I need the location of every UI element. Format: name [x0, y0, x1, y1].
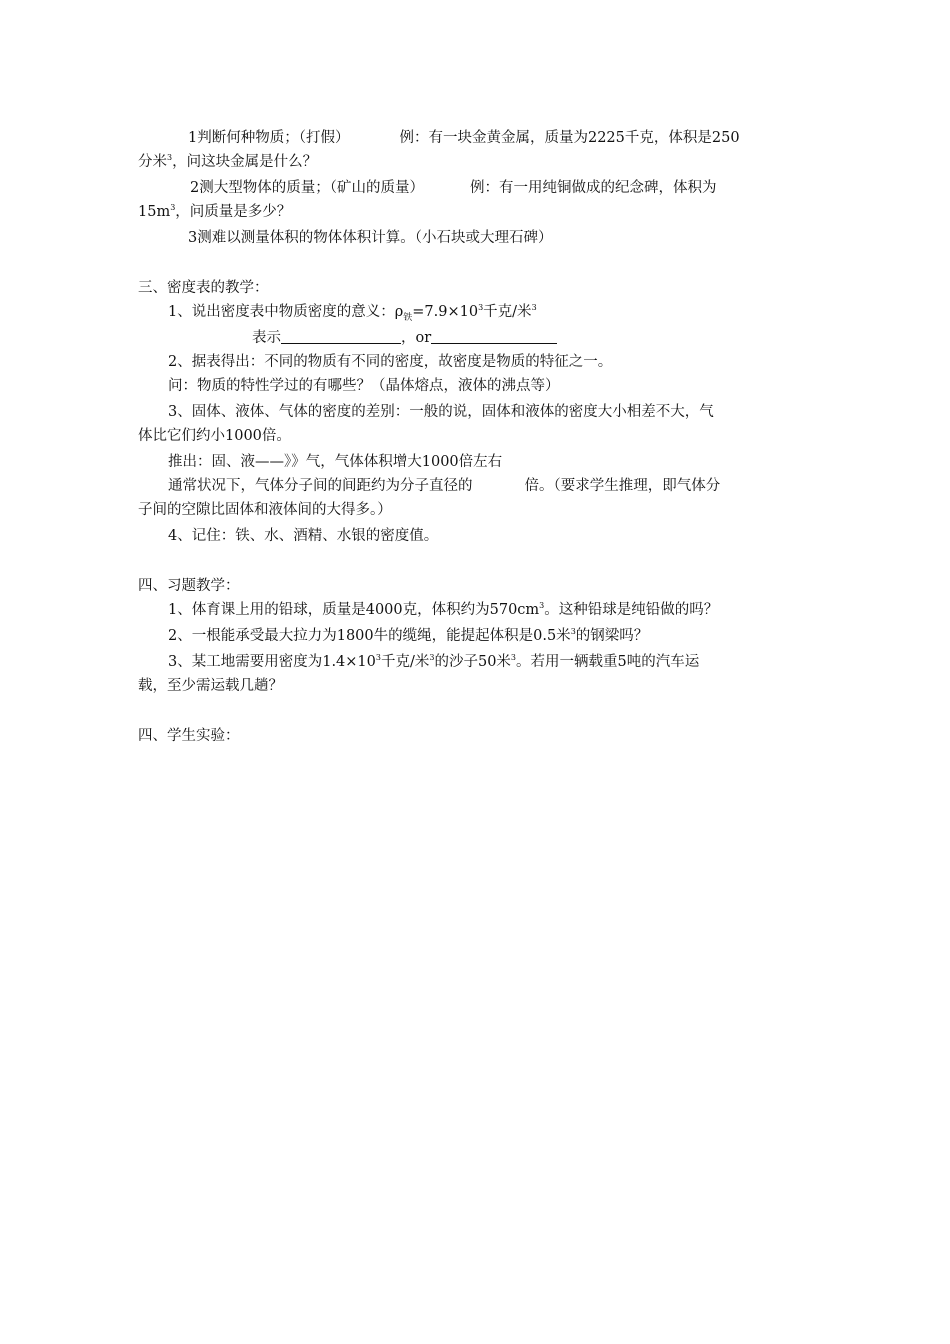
section-3-heading: 三、密度表的教学： [138, 280, 269, 296]
density-property-line: 2、据表得出：不同的物质有不同的密度，故密度是物质的特征之一。 [168, 354, 613, 370]
use-1-example: 例：有一块金黄金属，质量为2225千克，体积是250 [399, 130, 740, 146]
use-2-title: 2测大型物体的质量；（矿山的质量） [190, 180, 424, 196]
answer-blank[interactable] [281, 329, 401, 344]
section-5-heading: 四、学生实验： [138, 728, 240, 744]
exercise-3-line-2: 载，至少需运载几趟？ [138, 678, 283, 694]
section-4-heading: 四、习题教学： [138, 578, 240, 594]
use-1-line-2: 分米$^3$，问这块金属是什么？ [138, 153, 318, 170]
exercise-3-line-1: 3、某工地需要用密度为$1.4\times 10^3$千克/米$^3$的沙子50米$^3$。若用一辆载重5吨的汽车运 [168, 653, 700, 670]
question-line: 问：物质的特性学过的有哪些？（晶体熔点，液体的沸点等） [168, 378, 560, 394]
difference-line-1: 3、固体、液体、气体的密度的差别：一般的说，固体和液体的密度大小相差不大，气 [168, 404, 714, 420]
density-meaning-line: 1、说出密度表中物质密度的意义：$\rho_铁=7.9\times 10^3$千克/米$^3$ [168, 303, 537, 323]
memorize-line: 4、记住：铁、水、酒精、水银的密度值。 [168, 528, 439, 544]
inference-line: 推出：固、液——》》气，气体体积增大1000倍左右 [168, 454, 503, 470]
difference-line-2: 体比它们约小1000倍。 [138, 428, 291, 444]
exercise-2: 2、一根能承受最大拉力为1800牛的缆绳，能提起体积是0.5米$^3$的钢梁吗？ [168, 627, 649, 644]
molecule-distance-line-2: 子间的空隙比固体和液体间的大得多。） [138, 502, 392, 518]
exercise-1: 1、体育课上用的铅球，质量是4000克，体积约为$570cm^3$。这种铅球是纯铅做的吗？ [168, 601, 719, 618]
use-3-line: 3测难以测量体积的物体体积计算。（小石块或大理石碑） [188, 230, 553, 246]
use-1-line [188, 126, 740, 150]
use-2-line [190, 176, 716, 200]
use-2-example: 例：有一用纯铜做成的纪念碑，体积为 [469, 180, 717, 196]
density-meaning-blanks: 表示 ，or [252, 326, 557, 350]
use-2-line-2: $15m^3$，问质量是多少？ [138, 203, 292, 220]
use-1-title: 1判断何种物质；（打假） [188, 130, 350, 146]
molecule-distance-line-1: 通常状况下，气体分子间的间距约为分子直径的 倍。（要求学生推理，即气体分 [168, 478, 721, 494]
answer-blank[interactable] [431, 329, 557, 344]
